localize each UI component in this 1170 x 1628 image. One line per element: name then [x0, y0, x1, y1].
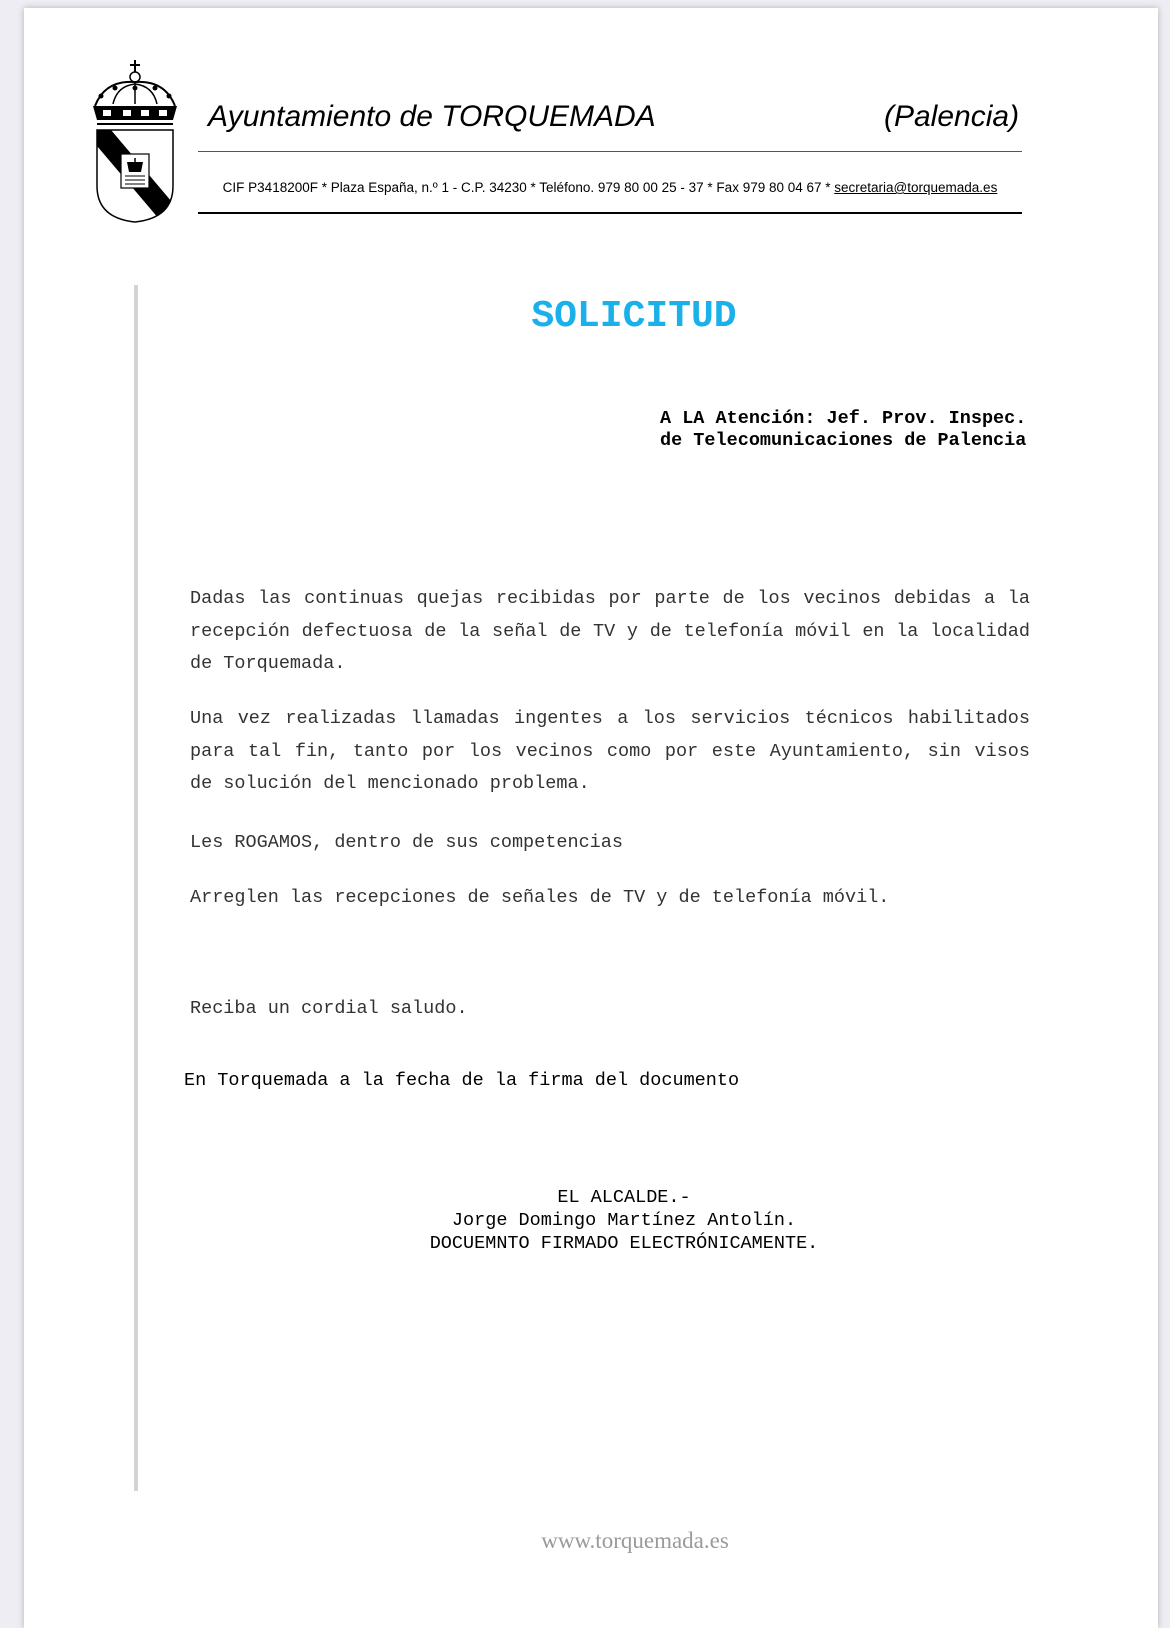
attention-block [660, 408, 1026, 452]
paragraph: Arreglen las recepciones de señales de TV y de telefonía móvil. [190, 887, 890, 908]
header-rule [198, 212, 1022, 214]
document-page [24, 8, 1158, 1628]
margin-line [134, 285, 138, 1491]
footer-website[interactable]: www.torquemada.es [541, 1528, 729, 1553]
document-title: SOLICITUD [531, 295, 737, 338]
header-title: Ayuntamiento de TORQUEMADA [208, 100, 656, 133]
coat-of-arms-icon [85, 58, 185, 228]
header-province: (Palencia) [884, 100, 1020, 133]
paragraph: Les ROGAMOS, dentro de sus competencias [190, 832, 623, 853]
attention-line: de Telecomunicaciones de Palencia [660, 430, 1027, 451]
paragraph: Una vez realizadas llamadas ingentes a los servicios técnicos habilitados para tal fin, tanto por los vecinos como por este Ayuntamiento, sin visos de solución del mencionado problema. [190, 708, 1030, 794]
attention-line: A LA Atención: Jef. Prov. Inspec. [660, 408, 1027, 429]
signature-note: DOCUEMNTO FIRMADO ELECTRÓNICAMENTE. [429, 1233, 819, 1254]
place-date: En Torquemada a la fecha de la firma del documento [184, 1070, 740, 1091]
signature-role: EL ALCALDE.- [557, 1187, 691, 1208]
signature-name: Jorge Domingo Martínez Antolín. [451, 1210, 797, 1231]
email-link[interactable]: secretaria@torquemada.es [834, 180, 998, 195]
contact-details: CIF P3418200F * Plaza España, n.º 1 - C.P. 34230 * Teléfono. 979 80 00 25 - 37 * Fax 979 80 04 67 * [222, 180, 835, 195]
header-divider [198, 151, 1022, 152]
signature-block [324, 1186, 924, 1255]
paragraph: Dadas las continuas quejas recibidas por parte de los vecinos debidas a la recepción defectuosa de la señal de TV y de telefonía móvil en la localidad de Torquemada. [190, 588, 1030, 674]
header-contact [198, 180, 1022, 195]
closing-greeting: Reciba un cordial saludo. [190, 998, 468, 1019]
